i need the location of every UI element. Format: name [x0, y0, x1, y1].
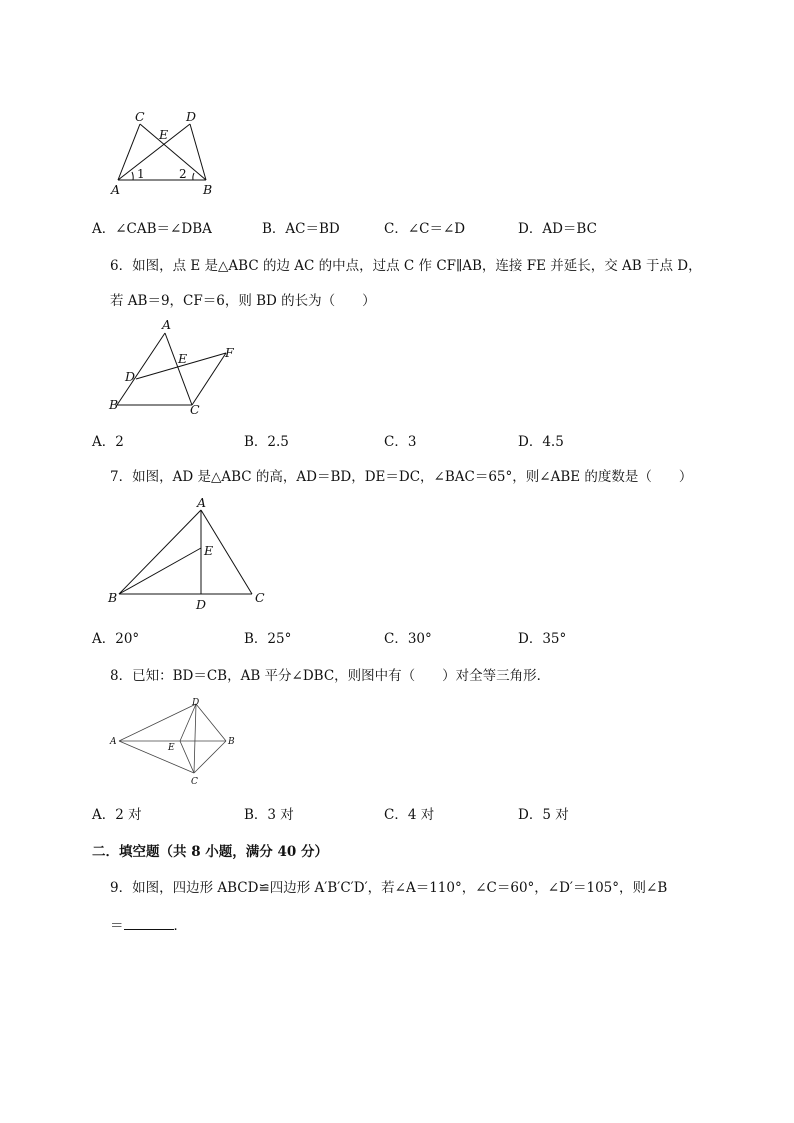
q6-option-c[interactable]: C．3 [384, 434, 417, 450]
label-angle-1: 1 [137, 167, 145, 181]
q6-option-d[interactable]: D．4.5 [518, 434, 564, 450]
label-B: B [228, 737, 235, 747]
q6-option-a[interactable]: A．2 [92, 434, 124, 450]
q8-option-d[interactable]: D．5 对 [518, 807, 569, 823]
q9-stem-line1: 9．如图，四边形 ABCD≌四边形 A′B′C′D′，若∠A＝110°，∠C＝60°，∠D′＝105°，则∠B [110, 880, 668, 896]
label-B: B [203, 182, 213, 197]
q6-option-b[interactable]: B．2.5 [244, 434, 289, 450]
figure-q7 [104, 494, 274, 614]
q6-stem-line2: 若 AB＝9，CF＝6，则 BD 的长为（ ） [110, 293, 376, 309]
label-C: C [135, 109, 145, 124]
q9-period: ． [173, 918, 187, 934]
label-B: B [108, 590, 118, 605]
label-A: A [110, 737, 117, 747]
q7-option-d[interactable]: D．35° [518, 631, 567, 647]
label-A: A [111, 182, 121, 197]
q7-option-a[interactable]: A．20° [92, 631, 140, 647]
section-title-fill-in: 二．填空题（共 8 小题，满分 40 分） [92, 844, 328, 860]
label-angle-2: 2 [179, 167, 187, 181]
q8-option-a[interactable]: A．2 对 [92, 807, 142, 823]
figure-q8 [106, 696, 246, 791]
label-E: E [178, 351, 188, 366]
q9-stem-line2 [110, 914, 187, 934]
q5-option-d[interactable]: D．AD＝BC [518, 221, 597, 237]
q9-answer-blank[interactable] [124, 917, 174, 930]
figure-q6 [106, 316, 246, 426]
label-D: D [186, 109, 197, 124]
label-B: B [109, 397, 119, 412]
label-F: F [225, 345, 234, 360]
q8-stem-line1: 8．已知：BD＝CB，AB 平分∠DBC，则图中有（ ）对全等三角形． [110, 668, 551, 684]
figure-q5 [108, 108, 228, 203]
q6-stem-line1: 6．如图，点 E 是△ABC 的边 AC 的中点，过点 C 作 CF∥AB，连接 FE 并延长，交 AB 于点 D， [110, 258, 702, 274]
q8-option-c[interactable]: C．4 对 [384, 807, 435, 823]
q7-option-c[interactable]: C．30° [384, 631, 432, 647]
label-A: A [162, 317, 172, 332]
label-E: E [204, 543, 214, 558]
q9-equals: ＝ [110, 918, 124, 934]
q5-option-c[interactable]: C．∠C＝∠D [384, 221, 466, 237]
label-C: C [190, 402, 200, 417]
label-D: D [125, 369, 136, 384]
label-E: E [168, 743, 175, 753]
label-D: D [192, 698, 200, 708]
label-D: D [196, 597, 207, 612]
label-C: C [191, 777, 198, 787]
q5-option-a[interactable]: A．∠CAB＝∠DBA [92, 221, 212, 237]
q7-stem-line1: 7．如图，AD 是△ABC 的高，AD＝BD，DE＝DC，∠BAC＝65°，则∠ABE 的度数是（ ） [110, 469, 693, 485]
q7-option-b[interactable]: B．25° [244, 631, 292, 647]
q5-option-b[interactable]: B．AC＝BD [262, 221, 340, 237]
label-C: C [255, 590, 265, 605]
label-E: E [159, 127, 169, 142]
label-A: A [197, 495, 207, 510]
q8-option-b[interactable]: B．3 对 [244, 807, 294, 823]
